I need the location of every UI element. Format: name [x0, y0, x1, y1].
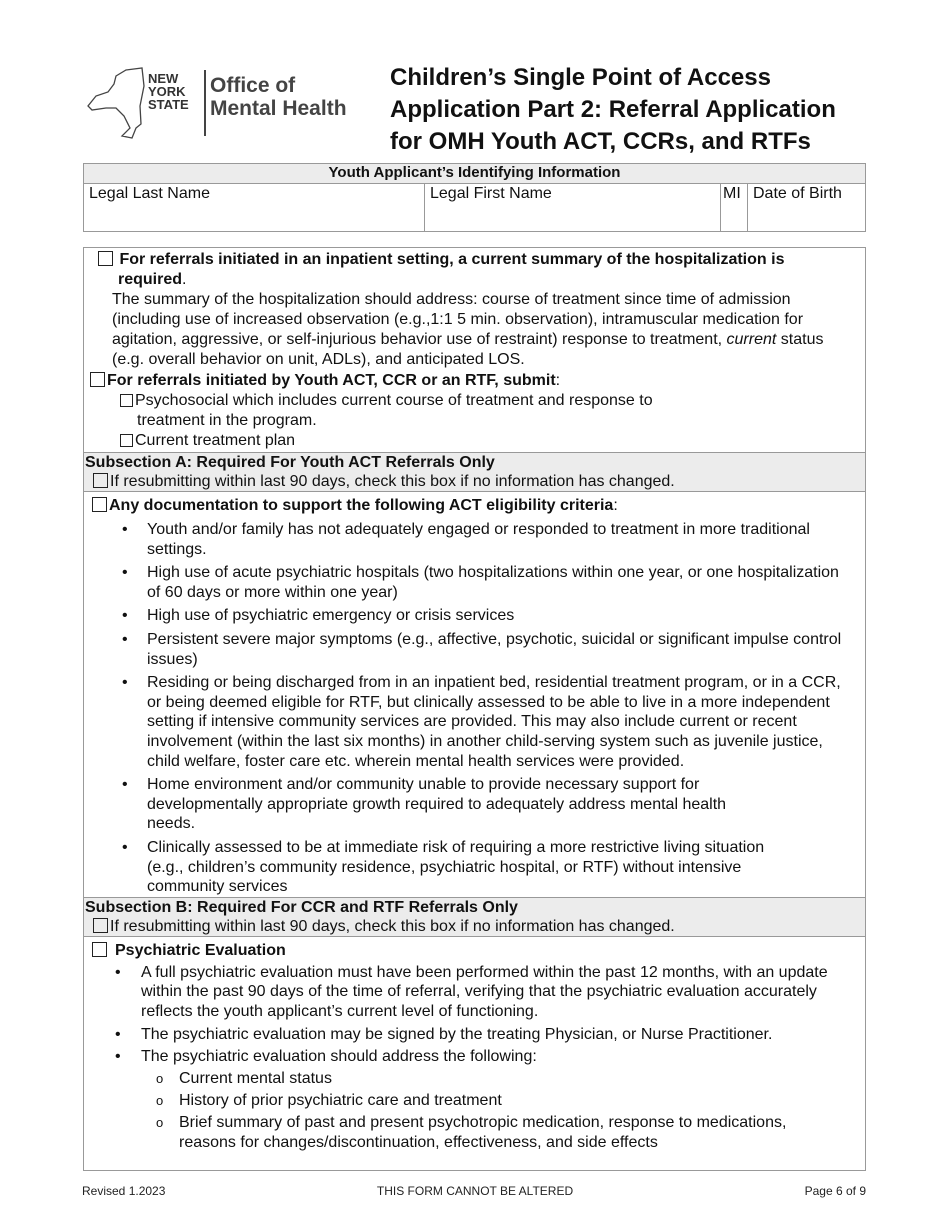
logo-state: STATE [148, 97, 189, 112]
logo-divider [204, 70, 206, 136]
inpatient-section: For referrals initiated in an inpatient setting, a current summary of the hospitalization is required. The summary of the hospitalization should address: course of treatment since time of admission (including use of increased observation (e.g.,1:1 5 min. observation), intramuscular medication for agitation, aggressive, or self-injurious behavior use of restraint) response to treatment, current status (e.g. overall behavior on unit, ADLs), and anticipated LOS. For referrals initiated by Youth ACT, CCR or an RTF, submit: Psychosocial which includes current course of treatment and response to treatment in the program. Current treatment plan [84, 248, 865, 451]
program-referral-label: For referrals initiated by Youth ACT, CCR or an RTF, submit [107, 372, 556, 389]
logo-york: YORK [148, 84, 186, 99]
title-line: Children’s Single Point of Access [390, 64, 771, 91]
act-criterion: • Home environment and/or community unable to provide necessary support for developmentally appropriate growth required to adequately address mental health needs. [84, 775, 865, 834]
identifying-info-table [83, 163, 866, 232]
summary-part: status (e.g. overall behavior on unit, ADLs), and anticipated LOS. [112, 331, 824, 368]
logo-office-of: Office of [210, 74, 296, 97]
treatment-plan-checkbox[interactable] [120, 434, 133, 447]
subsection-a-resubmit-checkbox[interactable] [93, 473, 108, 488]
page-title [390, 62, 836, 158]
page-number: Page 6 of 9 [804, 1184, 866, 1198]
new-york-state-outline-icon [86, 66, 146, 141]
omh-wordmark [210, 74, 347, 120]
identifying-info-header: Youth Applicant’s Identifying Information [84, 164, 866, 184]
legal-last-name-field[interactable]: Legal Last Name [84, 184, 425, 232]
title-line: Application Part 2: Referral Application [390, 96, 836, 123]
psychiatric-evaluation-checkbox[interactable] [92, 942, 107, 957]
psychosocial-label: Psychosocial which includes current course of treatment and response to treatment in the program. [135, 392, 653, 429]
subsection-a-title: Subsection A: Required For Youth ACT Referrals Only [85, 454, 495, 471]
program-referral-checkbox[interactable] [90, 372, 105, 387]
psychosocial-checkbox[interactable] [120, 394, 133, 407]
logo-mental-health: Mental Health [210, 97, 347, 120]
referral-requirements-box: For referrals initiated in an inpatient setting, a current summary of the hospitalization is required. The summary of the hospitalization should address: course of treatment since time of admission (including use of increased observation (e.g.,1:1 5 min. observation), intramuscular medication for agitation, aggressive, or self-injurious behavior use of restraint) response to treatment, current status (e.g. overall behavior on unit, ADLs), and anticipated LOS. For referrals initiated by Youth ACT, CCR or an RTF, submit: Psychosocial which includes current course of treatment and response to treatment in the program. Current treatment plan Subsection A: Required For Youth ACT Referrals Only If resubmitting within last 90 days, check this box if no information has changed. Any documentation to support the following ACT eligibility criteria: • Youth and/or family has not adequately engaged or responded to treatment in more traditional settings. • High use of acute psychiatric hospitals (two hospitalizations within one year, or one hospitalization of 60 days or more within one year) • High use of psychiatric emergency or crisis services • Persistent severe major symptoms (e.g., affective, psychotic, suicidal or significant impulse control issues) • Residing or being discharged from in an inpatient bed, residential treatment program, or in a CCR, or being deemed eligible for RTF, but clinically assessed to be able to live in a more independent setting if intensive community services are provided. This may also include current or recent involvement (within the last six months) in another child-serving system such as juvenile justice, child welfare, foster care etc. wherein mental health services were provided. • Home environment and/or community unable to provide necessary support for developmentally appropriate growth required to adequately address mental health needs. • Clinically assessed to be at immediate risk of requiring a more restrictive living situation (e.g., children’s community residence, psychiatric hospital, or RTF) without intensive community services Subsection B: Required For CCR and RTF Referrals Only If resubmitting within last 90 days, check this box if no information has changed. Psychiatric Evaluation • A full psychiatric evaluation must have been performed within the past 12 months, with an update within the past 90 days of the time of referral, verifying that the psychiatric evaluation accurately reflects the youth applicant’s current level of functioning. • The psychiatric evaluation may be signed by the treating Physician, or Nurse Practitioner. • The psychiatric evaluation should address the following: o Current mental status o History of prior psychiatric care and treatment o Brief summary of past and present psychotropic medication, response to medications, reasons for changes/discontinuation, effectiveness, and side effects [83, 247, 866, 1171]
psych-eval-subitem: o Brief summary of past and present psychotropic medication, response to medications, reasons for changes/discontinuation, effectiveness, and side effects [84, 1113, 865, 1153]
psych-eval-bullet: • The psychiatric evaluation may be signed by the treating Physician, or Nurse Practitioner. [84, 1025, 865, 1045]
act-criterion: • Persistent severe major symptoms (e.g., affective, psychotic, suicidal or significant impulse control issues) [84, 630, 865, 669]
psych-eval-subitem: o History of prior psychiatric care and treatment [84, 1091, 865, 1111]
mi-field[interactable]: MI [721, 184, 748, 232]
form-notice: THIS FORM CANNOT BE ALTERED [376, 1184, 574, 1198]
act-criterion: • Clinically assessed to be at immediate risk of requiring a more restrictive living situation (e.g., children’s community residence, psychiatric hospital, or RTF) without intensive community services [84, 838, 865, 897]
title-line: for OMH Youth ACT, CCRs, and RTFs [390, 128, 811, 155]
summary-part: The summary of the hospitalization should address: course of treatment since time of admission (including use of increased observation (e.g.,1:1 5 min. observation), intramuscular medication for agitation, aggressive, or self-injurious behavior use of restraint) response to treatment, [112, 291, 804, 348]
nys-omh-logo [86, 66, 361, 141]
nys-wordmark [148, 72, 189, 111]
subsection-b-resubmit-label: If resubmitting within last 90 days, check this box if no information has changed. [110, 917, 675, 935]
subsection-b-resubmit-checkbox[interactable] [93, 918, 108, 933]
psych-eval-subitem: o Current mental status [84, 1069, 865, 1089]
act-criterion: • High use of psychiatric emergency or crisis services [84, 606, 865, 626]
inpatient-label: For referrals initiated in an inpatient setting [119, 251, 450, 268]
revision-label: Revised 1.2023 [82, 1184, 166, 1198]
subsection-a-resubmit-label: If resubmitting within last 90 days, check this box if no information has changed. [110, 473, 675, 490]
legal-first-name-field[interactable]: Legal First Name [425, 184, 721, 232]
subsection-b-title: Subsection B: Required For CCR and RTF Referrals Only [85, 898, 518, 916]
psych-eval-bullet: • A full psychiatric evaluation must have been performed within the past 12 months, with an update within the past 90 days of the time of referral, verifying that the psychiatric evaluation accurately reflects the youth applicant’s current level of functioning. [84, 963, 865, 1022]
act-documentation-checkbox[interactable] [92, 497, 107, 512]
subsection-b-bar [84, 897, 865, 937]
act-criterion: • High use of acute psychiatric hospitals (two hospitalizations within one year, or one hospitalization of 60 days or more within one year) [84, 563, 865, 602]
treatment-plan-label: Current treatment plan [135, 432, 296, 449]
inpatient-checkbox[interactable] [98, 251, 113, 266]
logo-new: NEW [148, 71, 179, 86]
subsection-a-bar [84, 452, 865, 492]
psychiatric-evaluation-label: Psychiatric Evaluation [115, 941, 286, 959]
date-of-birth-field[interactable]: Date of Birth [748, 184, 866, 232]
psych-eval-bullet: • The psychiatric evaluation should address the following: [84, 1047, 865, 1067]
inpatient-label-cont: , a current summary of the hospitalization is required [118, 251, 785, 288]
act-criterion: • Youth and/or family has not adequately engaged or responded to treatment in more traditional settings. [84, 520, 865, 559]
act-documentation-label: Any documentation to support the following ACT eligibility criteria [109, 497, 614, 514]
act-criterion: • Residing or being discharged from in an inpatient bed, residential treatment program, or in a CCR, or being deemed eligible for RTF, but clinically assessed to be able to live in a more independent setting if intensive community services are provided. This may also include current or recent involvement (within the last six months) in another child-serving system such as juvenile justice, child welfare, foster care etc. wherein mental health services were provided. [84, 673, 865, 771]
summary-italic: current [726, 331, 777, 348]
hospitalization-summary-text [92, 290, 825, 370]
